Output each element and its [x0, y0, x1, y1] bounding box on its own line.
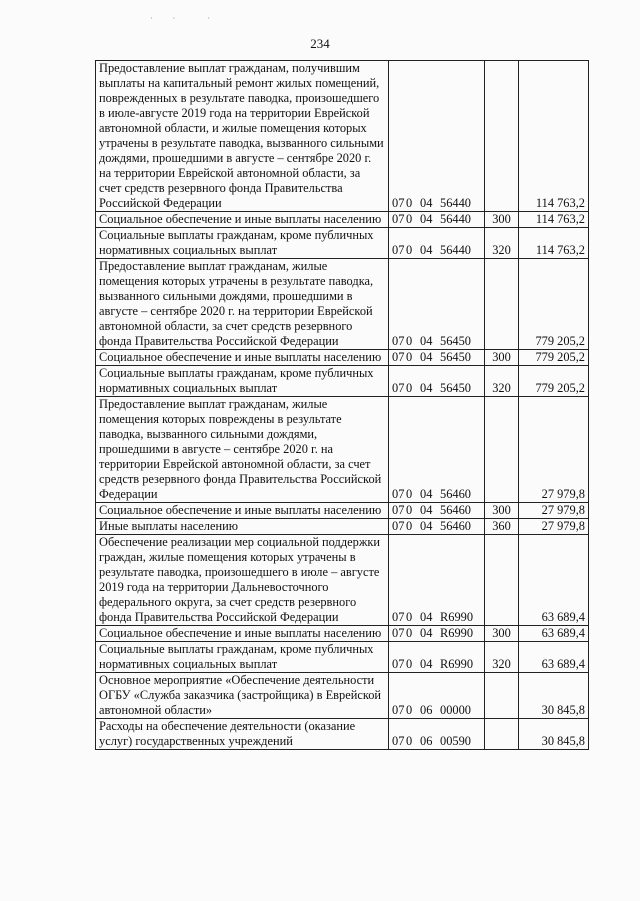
row-expense-type: 320: [485, 366, 519, 397]
row-code: [389, 228, 485, 259]
code-part-2: 0: [406, 381, 413, 395]
code-part-2: 0: [406, 703, 413, 717]
code-part-4: 56450: [440, 334, 471, 348]
code-part-4: 56440: [440, 196, 471, 210]
code-part-3: 04: [420, 610, 433, 624]
code-part-4: R6990: [440, 626, 474, 640]
table-row: [96, 626, 589, 642]
row-code: [389, 212, 485, 228]
row-description: Социальное обеспечение и иные выплаты населению: [96, 626, 389, 642]
code-part-4: R6990: [440, 657, 474, 671]
row-code: [389, 535, 485, 626]
row-code: [389, 61, 485, 212]
code-part-2: 0: [406, 243, 413, 257]
code-part-1: 07: [392, 350, 405, 364]
table-row: [96, 350, 589, 366]
code-part-2: 0: [406, 657, 413, 671]
table-row: [96, 228, 589, 259]
code-part-3: 04: [420, 350, 433, 364]
code-part-3: 04: [420, 381, 433, 395]
code-part-4: 56460: [440, 519, 471, 533]
code-part-4: 56450: [440, 350, 471, 364]
page-number: 234: [310, 36, 330, 51]
budget-table-body: [96, 61, 589, 750]
row-amount: 63 689,4: [519, 642, 589, 673]
row-description: Предоставление выплат гражданам, получившим выплаты на капитальный ремонт жилых помещений, поврежденных в результате паводка, произошедшего в июле-августе 2019 года на территории Еврейской автономной области, и жилые помещения которых утрачены в результате паводка, вызванного сильными дождями, прошедшими в августе – сентябре 2020 г. на территории Еврейской автономной области, за счет средств резервного фонда Правительства Российской Федерации: [96, 61, 389, 212]
code-part-4: 56460: [440, 487, 471, 501]
row-description: Социальное обеспечение и иные выплаты населению: [96, 212, 389, 228]
code-part-2: 0: [406, 734, 413, 748]
code-part-2: 0: [406, 610, 413, 624]
table-row: [96, 673, 589, 719]
code-part-2: 0: [406, 519, 413, 533]
table-row: [96, 366, 589, 397]
table-row: [96, 535, 589, 626]
row-amount: 114 763,2: [519, 228, 589, 259]
row-code: [389, 719, 485, 750]
row-description: Социальное обеспечение и иные выплаты населению: [96, 350, 389, 366]
scan-specks: · · ·: [150, 14, 210, 23]
table-row: [96, 212, 589, 228]
code-part-3: 06: [420, 703, 433, 717]
row-amount: 779 205,2: [519, 350, 589, 366]
row-amount: 30 845,8: [519, 719, 589, 750]
row-code: [389, 626, 485, 642]
code-part-2: 0: [406, 503, 413, 517]
row-description: Социальные выплаты гражданам, кроме публичных нормативных социальных выплат: [96, 228, 389, 259]
table-row: [96, 642, 589, 673]
row-description: Расходы на обеспечение деятельности (оказание услуг) государственных учреждений: [96, 719, 389, 750]
row-description: Социальные выплаты гражданам, кроме публичных нормативных социальных выплат: [96, 642, 389, 673]
code-part-3: 04: [420, 657, 433, 671]
code-part-4: 00000: [440, 703, 471, 717]
code-part-1: 07: [392, 243, 405, 257]
code-part-1: 07: [392, 381, 405, 395]
row-description: Предоставление выплат гражданам, жилые помещения которых утрачены в результате паводка, вызванного сильными дождями, прошедшими в августе – сентябре 2020 г. на территории Еврейской автономной области, за счет средств резервного фонда Правительства Российской Федерации: [96, 259, 389, 350]
code-part-3: 04: [420, 519, 433, 533]
table-row: [96, 61, 589, 212]
code-part-3: 04: [420, 503, 433, 517]
row-amount: 63 689,4: [519, 535, 589, 626]
row-code: [389, 259, 485, 350]
code-part-1: 07: [392, 734, 405, 748]
row-expense-type: 320: [485, 642, 519, 673]
row-code: [389, 366, 485, 397]
code-part-4: R6990: [440, 610, 474, 624]
row-amount: 114 763,2: [519, 212, 589, 228]
code-part-3: 04: [420, 212, 433, 226]
code-part-1: 07: [392, 657, 405, 671]
code-part-2: 0: [406, 626, 413, 640]
row-code: [389, 673, 485, 719]
code-part-3: 04: [420, 243, 433, 257]
row-expense-type: [485, 397, 519, 503]
code-part-1: 07: [392, 487, 405, 501]
code-part-3: 04: [420, 487, 433, 501]
code-part-2: 0: [406, 196, 413, 210]
row-expense-type: 300: [485, 350, 519, 366]
row-description: Основное мероприятие «Обеспечение деятельности ОГБУ «Служба заказчика (застройщика) в Еврейской автономной области»: [96, 673, 389, 719]
row-amount: 27 979,8: [519, 397, 589, 503]
code-part-4: 56450: [440, 381, 471, 395]
row-amount: 63 689,4: [519, 626, 589, 642]
code-part-4: 56440: [440, 212, 471, 226]
budget-table: [95, 60, 589, 750]
row-code: [389, 642, 485, 673]
code-part-3: 04: [420, 334, 433, 348]
code-part-3: 06: [420, 734, 433, 748]
code-part-1: 07: [392, 503, 405, 517]
row-code: [389, 519, 485, 535]
code-part-2: 0: [406, 334, 413, 348]
code-part-2: 0: [406, 212, 413, 226]
table-row: [96, 259, 589, 350]
code-part-2: 0: [406, 487, 413, 501]
table-row: [96, 397, 589, 503]
row-expense-type: [485, 259, 519, 350]
row-expense-type: [485, 535, 519, 626]
row-amount: 779 205,2: [519, 366, 589, 397]
code-part-1: 07: [392, 519, 405, 533]
row-expense-type: [485, 719, 519, 750]
row-amount: 114 763,2: [519, 61, 589, 212]
row-code: [389, 397, 485, 503]
code-part-2: 0: [406, 350, 413, 364]
row-amount: 779 205,2: [519, 259, 589, 350]
row-description: Иные выплаты населению: [96, 519, 389, 535]
code-part-4: 56440: [440, 243, 471, 257]
row-expense-type: 300: [485, 503, 519, 519]
table-row: [96, 519, 589, 535]
row-description: Обеспечение реализации мер социальной поддержки граждан, жилые помещения которых утрачены в результате паводка, произошедшего в июле – августе 2019 года на территории Дальневосточного федерального округа, за счет средств резервного фонда Правительства Российской Федерации: [96, 535, 389, 626]
row-expense-type: [485, 61, 519, 212]
code-part-3: 04: [420, 626, 433, 640]
code-part-1: 07: [392, 610, 405, 624]
code-part-4: 00590: [440, 734, 471, 748]
row-amount: 30 845,8: [519, 673, 589, 719]
row-amount: 27 979,8: [519, 503, 589, 519]
row-expense-type: [485, 673, 519, 719]
code-part-3: 04: [420, 196, 433, 210]
code-part-1: 07: [392, 212, 405, 226]
code-part-1: 07: [392, 334, 405, 348]
row-description: Социальное обеспечение и иные выплаты населению: [96, 503, 389, 519]
row-expense-type: 300: [485, 626, 519, 642]
table-row: [96, 719, 589, 750]
row-expense-type: 360: [485, 519, 519, 535]
row-amount: 27 979,8: [519, 519, 589, 535]
row-description: Социальные выплаты гражданам, кроме публичных нормативных социальных выплат: [96, 366, 389, 397]
row-expense-type: 300: [485, 212, 519, 228]
row-code: [389, 350, 485, 366]
row-description: Предоставление выплат гражданам, жилые помещения которых повреждены в результате паводка, вызванного сильными дождями, прошедшими в августе – сентябре 2020 г. на территории Еврейской автономной области, за счет средств резервного фонда Правительства Российской Федерации: [96, 397, 389, 503]
code-part-1: 07: [392, 196, 405, 210]
table-row: [96, 503, 589, 519]
row-expense-type: 320: [485, 228, 519, 259]
code-part-1: 07: [392, 626, 405, 640]
row-code: [389, 503, 485, 519]
code-part-4: 56460: [440, 503, 471, 517]
code-part-1: 07: [392, 703, 405, 717]
